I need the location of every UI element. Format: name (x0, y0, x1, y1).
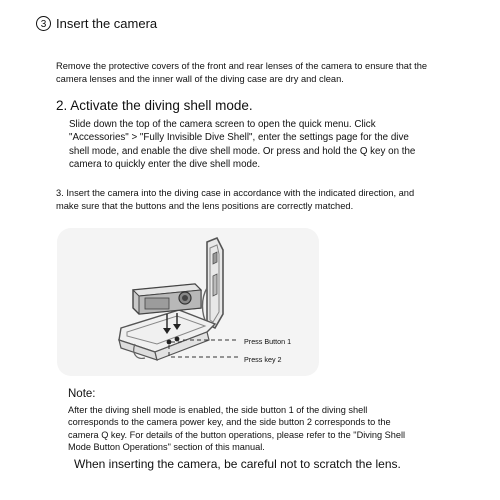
step-2-body: Slide down the top of the camera screen to open the quick menu. Click "Accessories" > "Fully Invisible Dive Shell", enter the settings page for the dive shell mode, and enable the dive shell mode. Or press and hold the Q key on the camera to quickly enter the dive shell mode. (69, 119, 416, 171)
note-body: After the diving shell mode is enabled, the side button 1 of the diving shell corresponds to the camera power key, and the side button 2 corresponds to the camera Q key. For details of the button operations, please refer to the "Diving Shell Mode Button Operations" section of this manual. (68, 405, 406, 453)
step-3-paragraph: 3. Insert the camera into the diving case in accordance with the indicated direction, and make sure that the buttons and the lens positions are correctly matched. (56, 188, 415, 211)
note-title: Note: (68, 388, 96, 400)
camera-insertion-illustration (57, 228, 319, 376)
callout-press-button-1: Press Button 1 (244, 337, 292, 346)
intro-paragraph: Remove the protective covers of the front and rear lenses of the camera to ensure that the camera lenses and the inner wall of the diving case are dry and clean. (56, 61, 428, 84)
section-title: Insert the camera (56, 16, 158, 31)
step-2-title: 2. Activate the diving shell mode. (56, 98, 253, 113)
step-number-badge: 3 (36, 16, 51, 31)
section-heading (36, 16, 157, 31)
callout-press-key-2: Press key 2 (244, 355, 282, 364)
camera-and-case-drawing (57, 228, 319, 376)
warning-text: When inserting the camera, be careful not to scratch the lens. (74, 457, 401, 471)
